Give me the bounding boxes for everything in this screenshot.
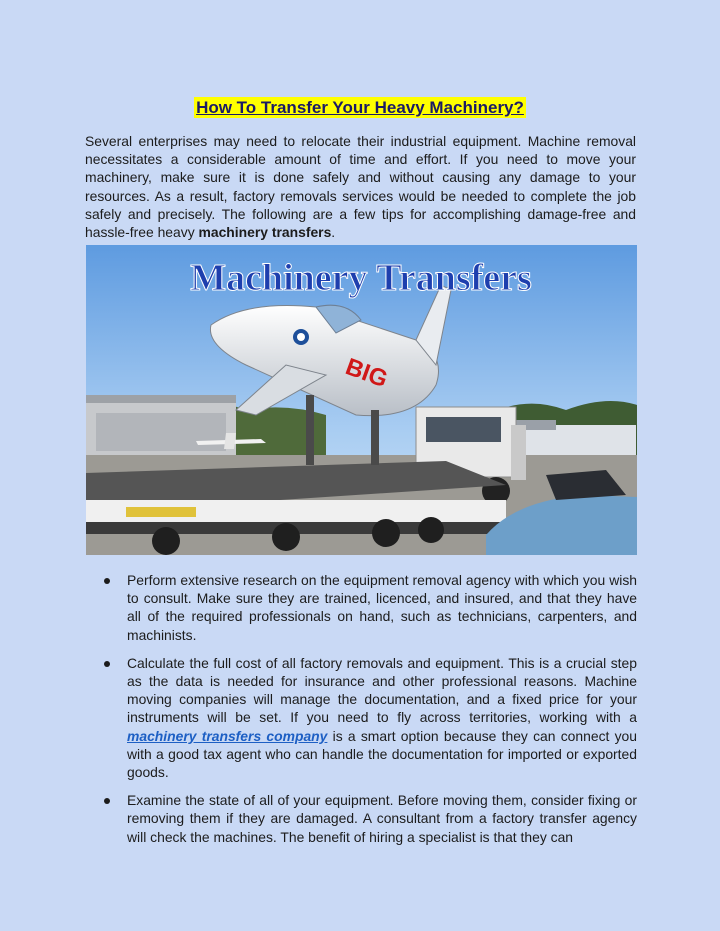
bullet-icon bbox=[104, 578, 110, 584]
machinery-transfers-company-link[interactable]: machinery transfers company bbox=[127, 727, 328, 744]
list-item-text-continued: is a smart option because they can connect you with a good tax agent who can handle the documentation for imported or exported goods. bbox=[127, 727, 638, 781]
list-item-text: Examine the state of all of your equipment. Before moving them, consider fixing or removing them if they are damaged. A consultant from a factory transfer agency will check the machines. The benefit of hiring a specialist is that they can bbox=[127, 792, 637, 845]
intro-paragraph bbox=[85, 132, 636, 241]
bullet-icon bbox=[104, 661, 110, 667]
hero-heading: Machinery Transfers bbox=[190, 257, 532, 299]
title-container bbox=[0, 97, 720, 118]
list-item bbox=[85, 571, 637, 644]
intro-bold-phrase: machinery transfers bbox=[198, 224, 332, 241]
plane-livery-text: BIG bbox=[341, 353, 392, 394]
tips-list bbox=[85, 571, 637, 856]
list-item bbox=[85, 654, 637, 781]
bullet-icon bbox=[104, 798, 110, 804]
list-item bbox=[85, 791, 637, 846]
hero-image bbox=[86, 245, 637, 555]
intro-text: Several enterprises may need to relocate their industrial equipment. Machine removal necessitates a considerable amount of time and effort. If you need to move your machinery, make sure it is done safely and without causing any damage to your resources. As a result, factory removals services would be needed to complete the job safely and precisely. The following are a few tips for accomplishing damage-free and hassle-free heavy bbox=[85, 133, 636, 241]
list-item-text: Calculate the full cost of all factory removals and equipment. This is a crucial step as the data is needed for insurance and other professional reasons. Machine moving companies will manage the documentation, and a fixed price for your instruments will be set. If you need to fly across territories, working with a bbox=[127, 654, 637, 726]
page-title: How To Transfer Your Heavy Machinery? bbox=[196, 98, 524, 117]
list-item-text: Perform extensive research on the equipment removal agency with which you wish to consult. Make sure they are trained, licenced, and insured, and that they have all of the required professionals on hand, such as technicians, carpenters, and machinists. bbox=[127, 572, 637, 643]
intro-period: . bbox=[331, 224, 336, 241]
